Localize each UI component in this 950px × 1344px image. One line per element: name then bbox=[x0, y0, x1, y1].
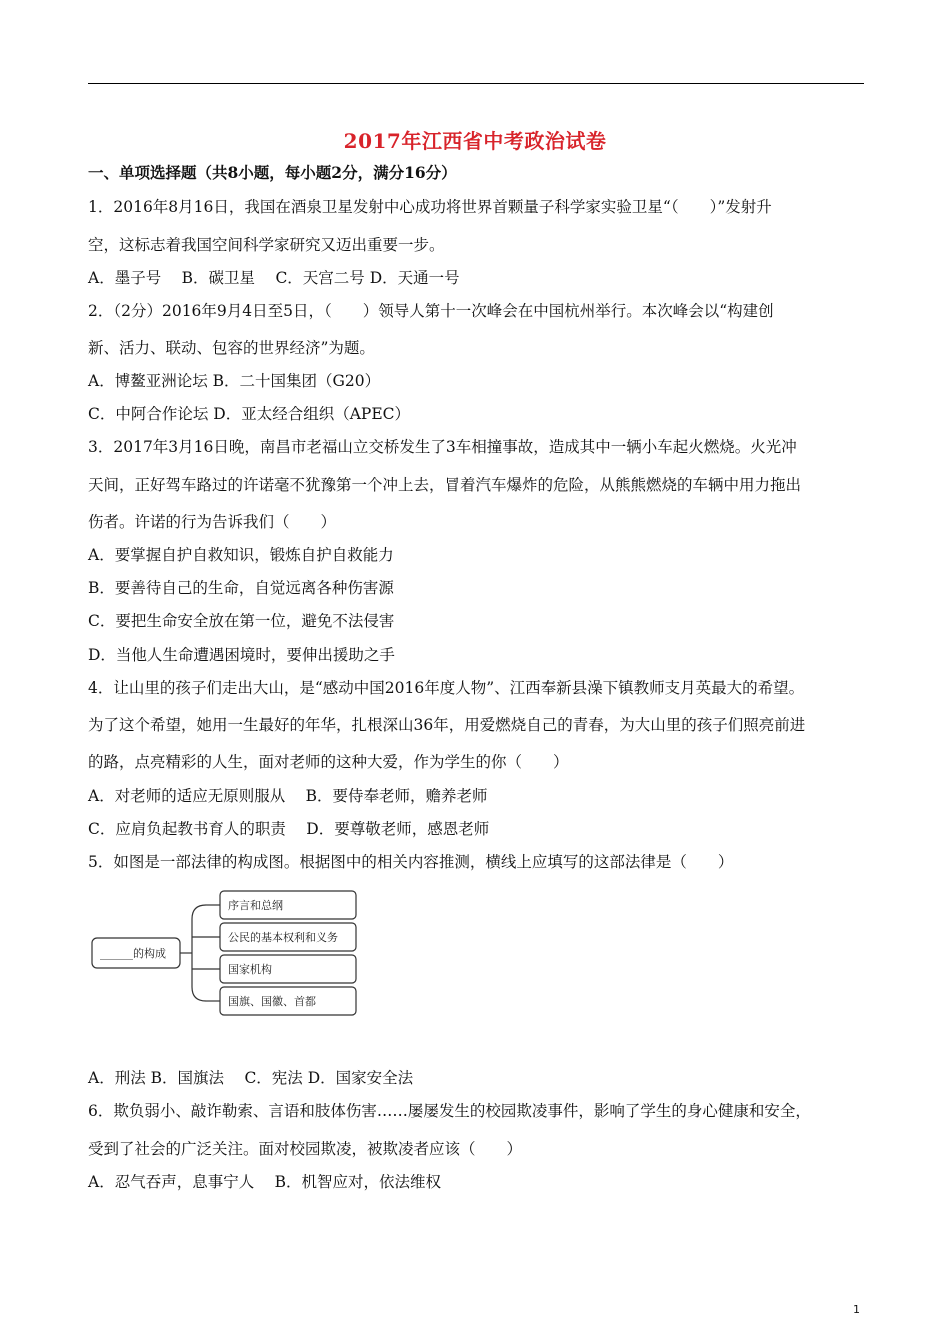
text-line: A．要掌握自护自救知识，锻炼自护自救能力 bbox=[88, 546, 394, 564]
text-line: 天间，正好驾车路过的许诺毫不犹豫第一个冲上去，冒着汽车爆炸的危险，从熊熊燃烧的车辆中用力拖出 bbox=[88, 476, 802, 494]
text-line: 空，这标志着我国空间科学家研究又迈出重要一步。 bbox=[88, 236, 445, 254]
text-line: 1．2016年8月16日，我国在酒泉卫星发射中心成功将世界首颗量子科学家实验卫星“（ ）”发射升 bbox=[88, 198, 772, 216]
branch-label: 国家机构 bbox=[228, 963, 272, 976]
text-line: 4．让山里的孩子们走出大山，是“感动中国2016年度人物”、江西奉新县澡下镇教师支月英最大的希望。 bbox=[88, 679, 805, 697]
text-line: C．中阿合作论坛 D．亚太经合组织（APEC） bbox=[88, 405, 411, 423]
center-label: ______的构成 bbox=[100, 947, 166, 960]
text-line: 新、活力、联动、包容的世界经济”为题。 bbox=[88, 339, 375, 357]
text-line: 3．2017年3月16日晚，南昌市老福山立交桥发生了3车相撞事故，造成其中一辆小车起火燃烧。火光冲 bbox=[88, 438, 797, 456]
text-line: 为了这个希望，她用一生最好的年华，扎根深山36年，用爱燃烧自己的青春，为大山里的孩子们照亮前进 bbox=[88, 716, 806, 734]
text-line: 2．（2分）2016年9月4日至5日，（ ）领导人第十一次峰会在中国杭州举行。本次峰会以“构建创 bbox=[88, 302, 774, 320]
text-line: D．当他人生命遭遇困境时，要伸出援助之手 bbox=[88, 646, 395, 664]
section-heading: 一、单项选择题（共8小题，每小题2分，满分16分） bbox=[88, 163, 457, 182]
branch-label: 国旗、国徽、首都 bbox=[228, 995, 316, 1008]
text-line: 6．欺负弱小、敲诈勒索、言语和肢体伤害……屡屡发生的校园欺凌事件，影响了学生的身心健康和安全， bbox=[88, 1102, 811, 1120]
text-line: 5．如图是一部法律的构成图。根据图中的相关内容推测，横线上应填写的这部法律是（ ） bbox=[88, 853, 734, 871]
branch-label: 序言和总纲 bbox=[228, 899, 283, 912]
branch-label: 公民的基本权利和义务 bbox=[228, 931, 338, 944]
text-line: A．墨子号 B．碳卫星 C．天宫二号 D．天通一号 bbox=[88, 269, 460, 287]
brace bbox=[192, 905, 206, 1001]
text-line: A．对老师的适应无原则服从 B．要侍奉老师，赡养老师 bbox=[88, 787, 488, 805]
text-line: C．应肩负起教书育人的职责 D．要尊敬老师，感恩老师 bbox=[88, 820, 490, 838]
text-line: A．忍气吞声，息事宁人 B．机智应对，依法维权 bbox=[88, 1173, 442, 1191]
text-line: A．博鳌亚洲论坛 B．二十国集团（G20） bbox=[88, 372, 381, 390]
page-number: 1 bbox=[853, 1303, 860, 1316]
text-line: B．要善待自己的生命，自觉远离各种伤害源 bbox=[88, 579, 394, 597]
law-structure-diagram bbox=[88, 885, 370, 1035]
page-title: 2017年江西省中考政治试卷 bbox=[343, 129, 607, 153]
header-rule bbox=[88, 83, 864, 84]
text-line: 伤者。许诺的行为告诉我们（ ） bbox=[88, 513, 337, 531]
text-line: 的路，点亮精彩的人生，面对老师的这种大爱，作为学生的你（ ） bbox=[88, 753, 569, 771]
text-line: C．要把生命安全放在第一位，避免不法侵害 bbox=[88, 612, 395, 630]
text-line: A．刑法 B．国旗法 C．宪法 D．国家安全法 bbox=[88, 1069, 414, 1087]
text-line: 受到了社会的广泛关注。面对校园欺凌，被欺凌者应该（ ） bbox=[88, 1140, 523, 1158]
